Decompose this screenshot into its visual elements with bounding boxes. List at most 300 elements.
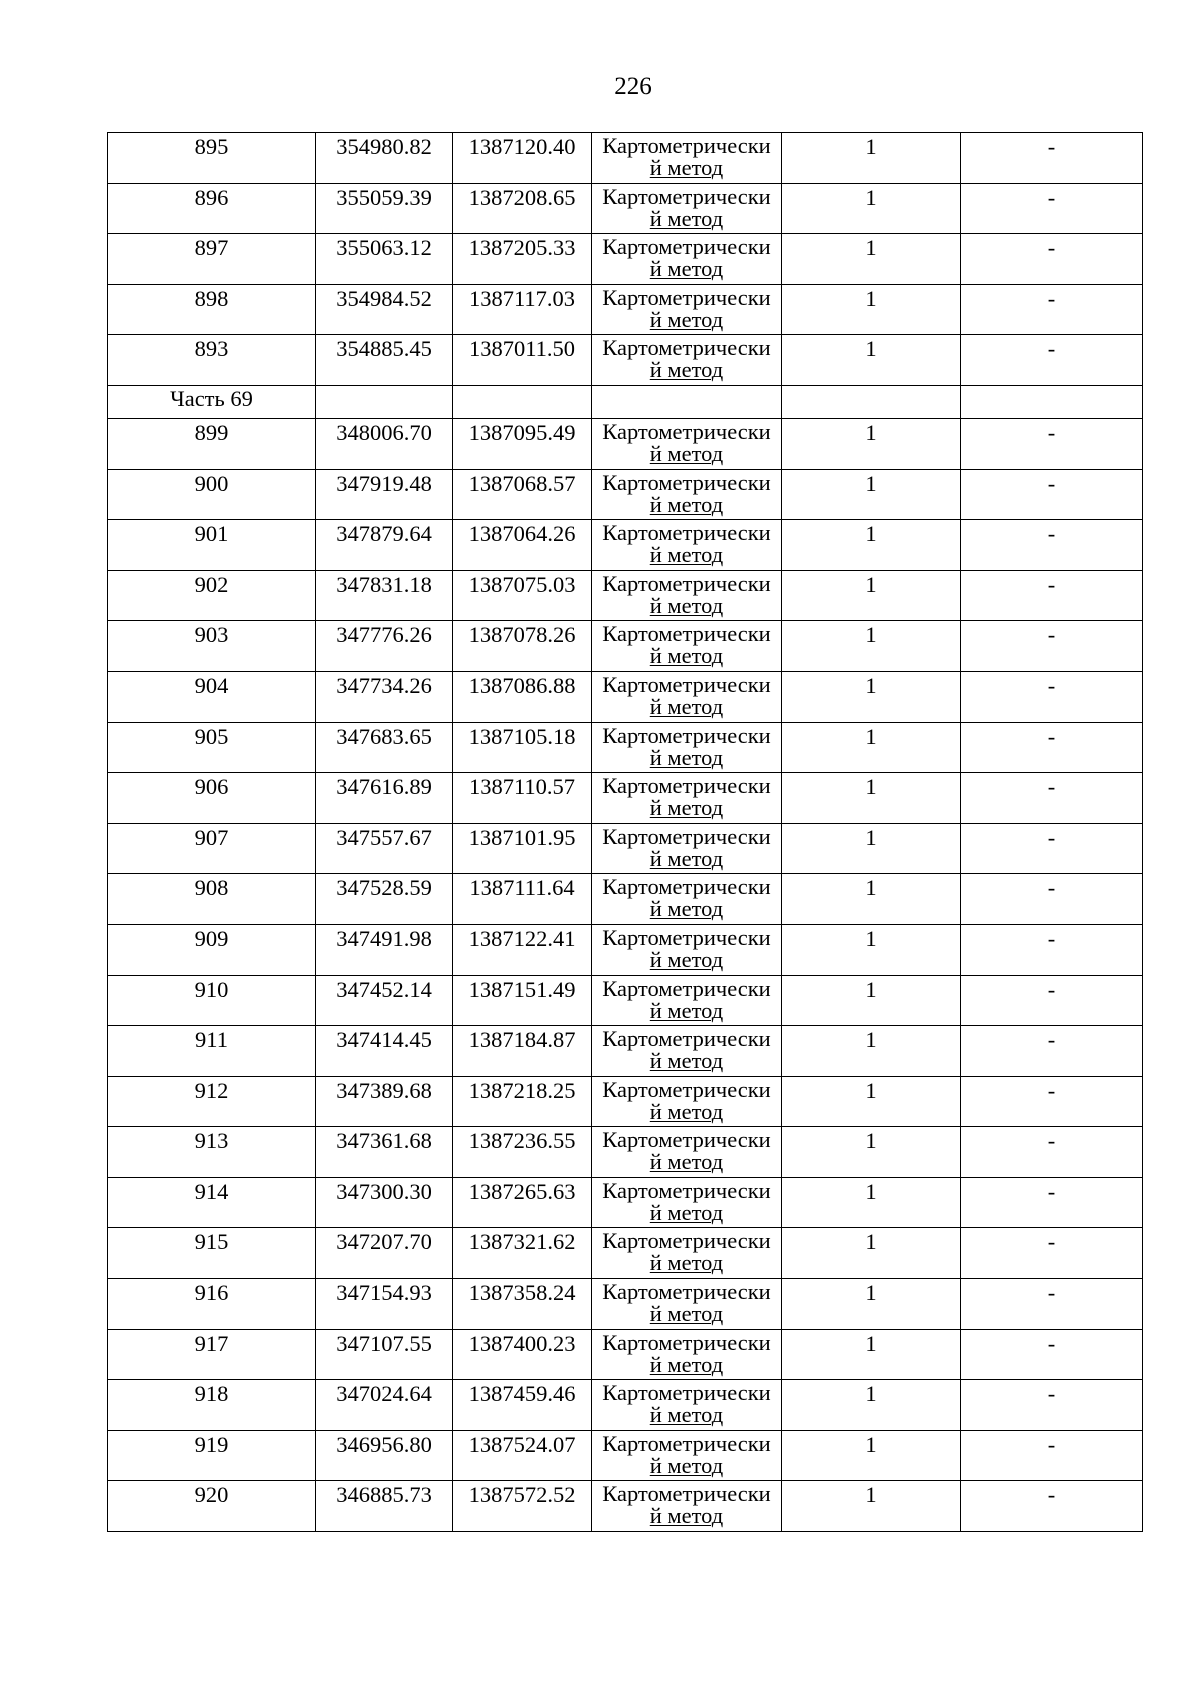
- precision-text: 1: [865, 1229, 877, 1255]
- x-coordinate-text: 354984.52: [336, 285, 432, 311]
- y-coordinate-text: 1387075.03: [468, 571, 576, 597]
- note-cell: [961, 469, 1143, 520]
- precision-text: 1: [865, 1330, 877, 1356]
- method-cell: [592, 1026, 782, 1077]
- note-text: -: [1047, 774, 1056, 800]
- y-coordinate-text: 1387208.65: [468, 184, 576, 210]
- precision-text: 1: [865, 976, 877, 1002]
- method-cell: [592, 874, 782, 925]
- method-cell: [592, 924, 782, 975]
- note-cell: [961, 722, 1143, 773]
- point-number-cell: [108, 1076, 316, 1127]
- note-text: -: [1047, 571, 1056, 597]
- y-coordinate-text: 1387068.57: [468, 470, 576, 496]
- point-number-cell: [108, 1127, 316, 1178]
- part-row: [108, 385, 1143, 418]
- y-coordinate-cell: [453, 823, 592, 874]
- note-cell: [961, 1026, 1143, 1077]
- precision-cell: [782, 722, 961, 773]
- point-number-cell: [108, 234, 316, 285]
- y-coordinate-text: 1387120.40: [468, 134, 576, 159]
- method-cell: [592, 1481, 782, 1532]
- note-text: -: [1047, 134, 1056, 159]
- point-number-cell: [108, 773, 316, 824]
- precision-text: 1: [865, 285, 877, 311]
- x-coordinate-cell: [316, 621, 453, 672]
- note-cell: [961, 621, 1143, 672]
- point-number-text: 897: [194, 235, 229, 261]
- point-number-cell: [108, 1380, 316, 1431]
- point-number-text: 917: [194, 1330, 229, 1356]
- precision-text: 1: [865, 723, 877, 749]
- method-line-2: й метод: [649, 997, 724, 1023]
- precision-text: 1: [865, 134, 877, 159]
- empty-cell: [316, 385, 453, 418]
- point-number-text: 907: [194, 824, 229, 850]
- point-number-text: 910: [194, 976, 229, 1002]
- point-number-cell: [108, 1177, 316, 1228]
- point-number-text: 919: [194, 1431, 229, 1457]
- table-row: [108, 1026, 1143, 1077]
- method-line-1: Картометрически: [602, 570, 771, 596]
- table-row: [108, 1430, 1143, 1481]
- method-line-1: Картометрически: [602, 183, 771, 209]
- note-cell: [961, 874, 1143, 925]
- note-text: -: [1047, 976, 1056, 1002]
- x-coordinate-text: 347557.67: [336, 824, 432, 850]
- method-line-2: й метод: [649, 1098, 724, 1124]
- note-cell: [961, 418, 1143, 469]
- point-number-text: 898: [194, 285, 229, 311]
- precision-cell: [782, 874, 961, 925]
- x-coordinate-text: 346885.73: [336, 1482, 432, 1508]
- x-coordinate-cell: [316, 1026, 453, 1077]
- precision-text: 1: [865, 235, 877, 261]
- method-cell: [592, 469, 782, 520]
- x-coordinate-text: 347776.26: [336, 622, 432, 648]
- note-text: -: [1047, 875, 1056, 901]
- y-coordinate-cell: [453, 1481, 592, 1532]
- method-cell: [592, 335, 782, 386]
- x-coordinate-cell: [316, 234, 453, 285]
- x-coordinate-text: 347154.93: [336, 1280, 432, 1306]
- point-number-text: 902: [194, 571, 229, 597]
- method-line-1: Картометрически: [602, 133, 771, 158]
- point-number-cell: [108, 418, 316, 469]
- x-coordinate-text: 354885.45: [336, 336, 432, 362]
- method-line-2: й метод: [649, 1351, 724, 1377]
- note-cell: [961, 1076, 1143, 1127]
- method-line-1: Картометрически: [602, 1279, 771, 1305]
- method-line-1: Картометрически: [602, 823, 771, 849]
- table-row: [108, 924, 1143, 975]
- note-cell: [961, 1380, 1143, 1431]
- method-line-2: й метод: [649, 1048, 724, 1074]
- method-line-2: й метод: [649, 693, 724, 719]
- method-cell: [592, 773, 782, 824]
- x-coordinate-cell: [316, 284, 453, 335]
- x-coordinate-text: 347831.18: [336, 571, 432, 597]
- x-coordinate-text: 347528.59: [336, 875, 432, 901]
- note-cell: [961, 1329, 1143, 1380]
- point-number-text: 900: [194, 470, 229, 496]
- method-cell: [592, 418, 782, 469]
- point-number-text: 904: [194, 672, 229, 698]
- table-row: [108, 874, 1143, 925]
- precision-cell: [782, 1026, 961, 1077]
- note-text: -: [1047, 1280, 1056, 1306]
- method-line-2: й метод: [649, 896, 724, 922]
- method-line-1: Картометрически: [602, 1026, 771, 1052]
- x-coordinate-cell: [316, 520, 453, 571]
- y-coordinate-text: 1387151.49: [468, 976, 576, 1002]
- method-cell: [592, 520, 782, 571]
- y-coordinate-text: 1387110.57: [468, 774, 576, 800]
- x-coordinate-cell: [316, 975, 453, 1026]
- x-coordinate-text: 354980.82: [336, 134, 432, 159]
- x-coordinate-text: 347300.30: [336, 1178, 432, 1204]
- point-number-cell: [108, 335, 316, 386]
- method-cell: [592, 133, 782, 184]
- point-number-cell: [108, 1228, 316, 1279]
- point-number-cell: [108, 1430, 316, 1481]
- point-number-text: 895: [194, 134, 229, 159]
- x-coordinate-cell: [316, 469, 453, 520]
- method-line-2: й метод: [649, 1199, 724, 1225]
- point-number-cell: [108, 284, 316, 335]
- precision-cell: [782, 975, 961, 1026]
- x-coordinate-cell: [316, 1127, 453, 1178]
- y-coordinate-cell: [453, 133, 592, 184]
- x-coordinate-cell: [316, 1228, 453, 1279]
- x-coordinate-text: 355063.12: [336, 235, 432, 261]
- precision-cell: [782, 520, 961, 571]
- table-row: [108, 1329, 1143, 1380]
- y-coordinate-cell: [453, 520, 592, 571]
- note-text: -: [1047, 1431, 1056, 1457]
- note-cell: [961, 1430, 1143, 1481]
- point-number-text: 896: [194, 184, 229, 210]
- page-number: 226: [614, 73, 652, 100]
- note-cell: [961, 1127, 1143, 1178]
- method-line-2: й метод: [649, 155, 724, 180]
- empty-cell: [592, 385, 782, 418]
- note-text: -: [1047, 1077, 1056, 1103]
- y-coordinate-text: 1387117.03: [468, 285, 576, 311]
- method-line-1: Картометрически: [602, 284, 771, 310]
- point-number-text: 914: [194, 1178, 229, 1204]
- method-line-2: й метод: [649, 744, 724, 770]
- point-number-cell: [108, 1026, 316, 1077]
- x-coordinate-cell: [316, 924, 453, 975]
- point-number-cell: [108, 570, 316, 621]
- method-line-2: й метод: [649, 592, 724, 618]
- method-line-1: Картометрически: [602, 1481, 771, 1507]
- y-coordinate-text: 1387218.25: [468, 1077, 576, 1103]
- y-coordinate-text: 1387572.52: [468, 1482, 576, 1508]
- note-cell: [961, 520, 1143, 571]
- y-coordinate-cell: [453, 1228, 592, 1279]
- x-coordinate-text: 355059.39: [336, 184, 432, 210]
- y-coordinate-cell: [453, 418, 592, 469]
- y-coordinate-text: 1387265.63: [468, 1178, 576, 1204]
- precision-text: 1: [865, 672, 877, 698]
- x-coordinate-text: 346956.80: [336, 1431, 432, 1457]
- precision-cell: [782, 284, 961, 335]
- note-text: -: [1047, 336, 1056, 362]
- method-line-1: Картометрически: [602, 469, 771, 495]
- y-coordinate-cell: [453, 1026, 592, 1077]
- point-number-text: 911: [195, 1027, 228, 1053]
- precision-text: 1: [865, 571, 877, 597]
- note-cell: [961, 773, 1143, 824]
- method-cell: [592, 1380, 782, 1431]
- note-cell: [961, 183, 1143, 234]
- x-coordinate-text: 347107.55: [336, 1330, 432, 1356]
- x-coordinate-cell: [316, 1481, 453, 1532]
- table-row: [108, 1380, 1143, 1431]
- method-line-2: й метод: [649, 643, 724, 669]
- method-line-1: Картометрически: [602, 418, 771, 444]
- y-coordinate-cell: [453, 773, 592, 824]
- y-coordinate-cell: [453, 183, 592, 234]
- point-number-text: 913: [194, 1128, 229, 1154]
- method-line-2: й метод: [649, 1149, 724, 1175]
- method-line-2: й метод: [649, 256, 724, 282]
- point-number-text: 918: [194, 1381, 229, 1407]
- method-line-1: Картометрически: [602, 1329, 771, 1355]
- method-line-1: Картометрически: [602, 1228, 771, 1254]
- table-row: [108, 183, 1143, 234]
- method-cell: [592, 1228, 782, 1279]
- y-coordinate-cell: [453, 874, 592, 925]
- table-row: [108, 520, 1143, 571]
- note-text: -: [1047, 1330, 1056, 1356]
- method-line-2: й метод: [649, 1402, 724, 1428]
- x-coordinate-text: 347389.68: [336, 1077, 432, 1103]
- method-line-1: Картометрически: [602, 773, 771, 799]
- table-row: [108, 1481, 1143, 1532]
- table-row: [108, 621, 1143, 672]
- method-line-2: й метод: [649, 845, 724, 871]
- x-coordinate-cell: [316, 1430, 453, 1481]
- method-line-1: Картометрически: [602, 1076, 771, 1102]
- y-coordinate-text: 1387205.33: [468, 235, 576, 261]
- y-coordinate-text: 1387101.95: [468, 824, 576, 850]
- y-coordinate-text: 1387122.41: [468, 925, 576, 951]
- y-coordinate-cell: [453, 284, 592, 335]
- y-coordinate-cell: [453, 975, 592, 1026]
- precision-text: 1: [865, 1482, 877, 1508]
- precision-cell: [782, 1177, 961, 1228]
- table-row: [108, 1279, 1143, 1330]
- point-number-cell: [108, 1481, 316, 1532]
- point-number-cell: [108, 1279, 316, 1330]
- method-line-2: й метод: [649, 1301, 724, 1327]
- x-coordinate-text: 347024.64: [336, 1381, 432, 1407]
- note-text: -: [1047, 419, 1056, 445]
- table-row: [108, 773, 1143, 824]
- precision-cell: [782, 418, 961, 469]
- method-line-2: й метод: [649, 440, 724, 466]
- precision-text: 1: [865, 875, 877, 901]
- method-line-2: й метод: [649, 357, 724, 383]
- point-number-cell: [108, 874, 316, 925]
- x-coordinate-text: 347414.45: [336, 1027, 432, 1053]
- point-number-cell: [108, 520, 316, 571]
- table-row: [108, 1228, 1143, 1279]
- x-coordinate-text: 347207.70: [336, 1229, 432, 1255]
- table-row: [108, 1127, 1143, 1178]
- y-coordinate-text: 1387236.55: [468, 1128, 576, 1154]
- method-cell: [592, 1279, 782, 1330]
- point-number-text: 899: [194, 419, 229, 445]
- x-coordinate-text: 348006.70: [336, 419, 432, 445]
- method-cell: [592, 1430, 782, 1481]
- table-row: [108, 335, 1143, 386]
- method-line-1: Картометрически: [602, 924, 771, 950]
- table-row: [108, 1076, 1143, 1127]
- part-label: Часть 69: [108, 385, 316, 418]
- note-cell: [961, 671, 1143, 722]
- precision-cell: [782, 773, 961, 824]
- y-coordinate-cell: [453, 469, 592, 520]
- precision-cell: [782, 924, 961, 975]
- note-cell: [961, 924, 1143, 975]
- x-coordinate-cell: [316, 1177, 453, 1228]
- x-coordinate-text: 347616.89: [336, 774, 432, 800]
- precision-cell: [782, 1329, 961, 1380]
- method-line-1: Картометрически: [602, 1380, 771, 1406]
- point-number-text: 916: [194, 1280, 229, 1306]
- note-cell: [961, 1279, 1143, 1330]
- table-row: [108, 418, 1143, 469]
- precision-text: 1: [865, 419, 877, 445]
- method-cell: [592, 621, 782, 672]
- precision-text: 1: [865, 336, 877, 362]
- x-coordinate-text: 347361.68: [336, 1128, 432, 1154]
- point-number-text: 920: [194, 1482, 229, 1508]
- y-coordinate-text: 1387184.87: [468, 1027, 576, 1053]
- x-coordinate-text: 347919.48: [336, 470, 432, 496]
- x-coordinate-cell: [316, 335, 453, 386]
- method-cell: [592, 284, 782, 335]
- method-cell: [592, 570, 782, 621]
- point-number-text: 903: [194, 622, 229, 648]
- point-number-cell: [108, 924, 316, 975]
- table-body-after: [108, 418, 1143, 1531]
- method-line-2: й метод: [649, 795, 724, 821]
- note-text: -: [1047, 285, 1056, 311]
- note-text: -: [1047, 1229, 1056, 1255]
- precision-text: 1: [865, 184, 877, 210]
- point-number-text: 905: [194, 723, 229, 749]
- y-coordinate-cell: [453, 1279, 592, 1330]
- table-row: [108, 823, 1143, 874]
- x-coordinate-text: 347683.65: [336, 723, 432, 749]
- x-coordinate-text: 347452.14: [336, 976, 432, 1002]
- table-body-before: [108, 133, 1143, 386]
- precision-cell: [782, 671, 961, 722]
- y-coordinate-cell: [453, 671, 592, 722]
- note-text: -: [1047, 1027, 1056, 1053]
- point-number-text: 908: [194, 875, 229, 901]
- table-row: [108, 234, 1143, 285]
- precision-cell: [782, 1481, 961, 1532]
- y-coordinate-text: 1387459.46: [468, 1381, 576, 1407]
- empty-cell: [782, 385, 961, 418]
- x-coordinate-cell: [316, 1380, 453, 1431]
- point-number-text: 893: [194, 336, 229, 362]
- y-coordinate-cell: [453, 1177, 592, 1228]
- method-line-1: Картометрически: [602, 975, 771, 1001]
- note-text: -: [1047, 1381, 1056, 1407]
- precision-cell: [782, 1076, 961, 1127]
- method-cell: [592, 183, 782, 234]
- empty-cell: [961, 385, 1143, 418]
- table-row: [108, 284, 1143, 335]
- y-coordinate-text: 1387400.23: [468, 1330, 576, 1356]
- note-text: -: [1047, 622, 1056, 648]
- method-line-1: Картометрически: [602, 722, 771, 748]
- y-coordinate-cell: [453, 924, 592, 975]
- note-cell: [961, 284, 1143, 335]
- y-coordinate-cell: [453, 621, 592, 672]
- y-coordinate-text: 1387524.07: [468, 1431, 576, 1457]
- method-cell: [592, 975, 782, 1026]
- x-coordinate-text: 347734.26: [336, 672, 432, 698]
- method-line-1: Картометрически: [602, 520, 771, 546]
- method-cell: [592, 722, 782, 773]
- x-coordinate-cell: [316, 570, 453, 621]
- method-line-1: Картометрически: [602, 874, 771, 900]
- empty-cell: [453, 385, 592, 418]
- coordinates-table: [107, 132, 1143, 1532]
- method-line-2: й метод: [649, 542, 724, 568]
- method-cell: [592, 1329, 782, 1380]
- note-cell: [961, 1228, 1143, 1279]
- precision-cell: [782, 1127, 961, 1178]
- note-text: -: [1047, 521, 1056, 547]
- precision-cell: [782, 133, 961, 184]
- method-cell: [592, 234, 782, 285]
- point-number-cell: [108, 671, 316, 722]
- method-line-1: Картометрически: [602, 1430, 771, 1456]
- method-cell: [592, 671, 782, 722]
- precision-cell: [782, 1380, 961, 1431]
- point-number-cell: [108, 469, 316, 520]
- table-row: [108, 671, 1143, 722]
- method-line-1: Картометрически: [602, 621, 771, 647]
- note-text: -: [1047, 235, 1056, 261]
- note-cell: [961, 570, 1143, 621]
- note-cell: [961, 234, 1143, 285]
- y-coordinate-text: 1387358.24: [468, 1280, 576, 1306]
- y-coordinate-cell: [453, 234, 592, 285]
- method-line-2: й метод: [649, 306, 724, 332]
- point-number-cell: [108, 823, 316, 874]
- precision-text: 1: [865, 1431, 877, 1457]
- precision-cell: [782, 183, 961, 234]
- point-number-cell: [108, 975, 316, 1026]
- precision-cell: [782, 1279, 961, 1330]
- point-number-text: 912: [194, 1077, 229, 1103]
- y-coordinate-text: 1387105.18: [468, 723, 576, 749]
- y-coordinate-cell: [453, 335, 592, 386]
- y-coordinate-text: 1387064.26: [468, 521, 576, 547]
- x-coordinate-cell: [316, 823, 453, 874]
- precision-cell: [782, 469, 961, 520]
